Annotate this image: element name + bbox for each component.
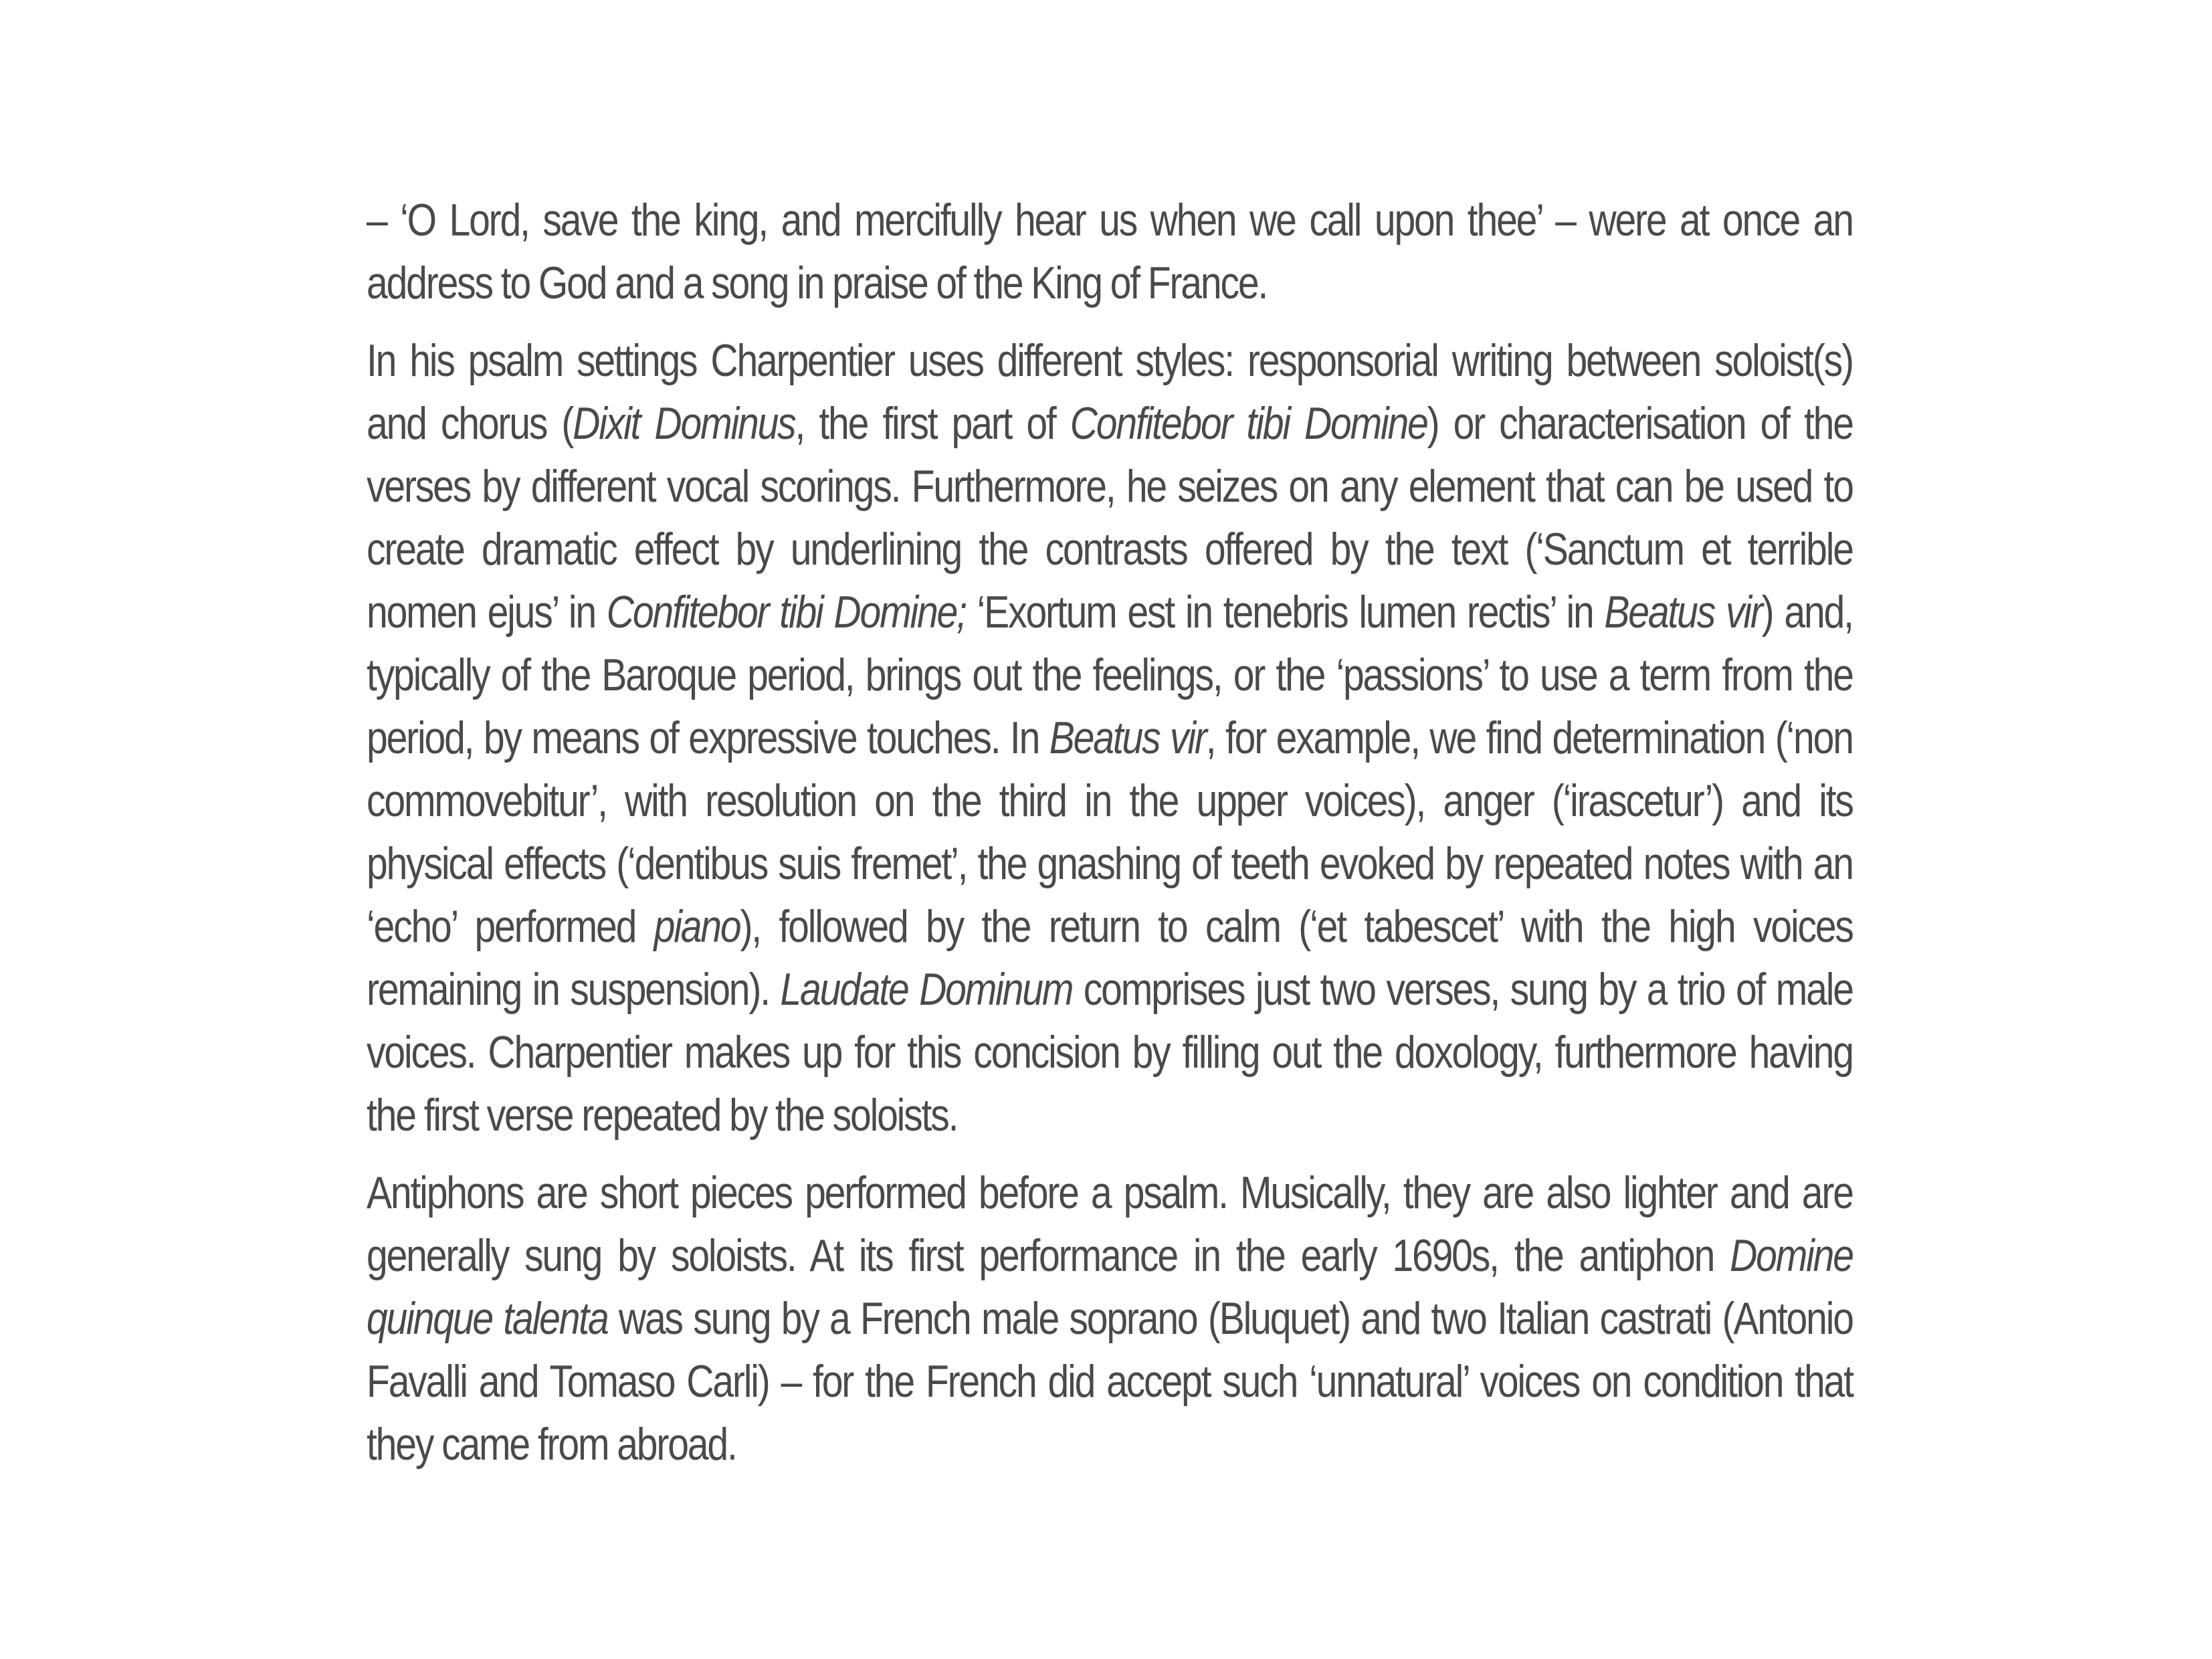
italic-title: Beatus vir: [1604, 587, 1762, 638]
text-segment: ) and, typically of the Baroque period, brings out the feelings, or the ‘passions’ to use a term from the period, by means of expressive touches. In: [367, 587, 1853, 763]
text-segment: In his psalm settings Charpentier uses different styles: responsorial writing between soloist(s) and chorus (: [367, 335, 1853, 449]
text-segment: Antiphons are short pieces performed before a psalm. Musically, they are also lighter and are generally sung by soloists. At its first performance in the early 1690s, the antiphon: [367, 1167, 1853, 1281]
italic-title: Domine quinque talenta: [367, 1230, 1853, 1344]
text-segment: ‘Exortum est in tenebris lumen rectis’ in: [965, 587, 1605, 638]
text-segment: , the first part of: [795, 398, 1070, 449]
paragraph-1: [367, 189, 1853, 314]
paragraph-3: [367, 1161, 1853, 1476]
italic-term: piano: [653, 901, 740, 952]
body-text: [367, 189, 1853, 1490]
text-segment: comprises just two verses, sung by a trio of male voices. Charpentier makes up for this concision by filling out the doxology, furthermore having the first verse repeated by the soloists.: [367, 964, 1853, 1141]
italic-title: Confitebor tibi Domine;: [606, 587, 966, 638]
text-segment: ) or characterisation of the verses by different vocal scorings. Furthermore, he seizes on any element that can be used to create dramatic effect by underlining the contrasts offered by the text (‘Sanctum et terrible nomen ejus’ in: [367, 398, 1853, 638]
italic-title: Beatus vir: [1049, 712, 1206, 763]
italic-title: Confitebor tibi Domine: [1070, 398, 1427, 449]
paragraph-2: [367, 329, 1853, 1147]
text-segment: , for example, we find determination (‘non commovebitur’, with resolution on the third in the upper voices), anger (‘irascetur’) and its physical effects (‘dentibus suis fremet’, the gnashing of teeth evoked by repeated notes with an ‘echo’ performed: [367, 712, 1853, 952]
text-segment: was sung by a French male soprano (Bluquet) and two Italian castrati (Antonio Favalli and Tomaso Carli) – for the French did accept such ‘unnatural’ voices on condition that they came from abroad.: [367, 1293, 1853, 1470]
italic-title: Laudate Dominum: [780, 964, 1073, 1015]
italic-title: Dixit Dominus: [573, 398, 795, 449]
text-segment: ), followed by the return to calm (‘et tabescet’ with the high voices remaining in suspension).: [367, 901, 1853, 1015]
text-segment: – ‘O Lord, save the king, and mercifully hear us when we call upon thee’ – were at once an address to God and a song in praise of the King of France.: [367, 195, 1853, 308]
